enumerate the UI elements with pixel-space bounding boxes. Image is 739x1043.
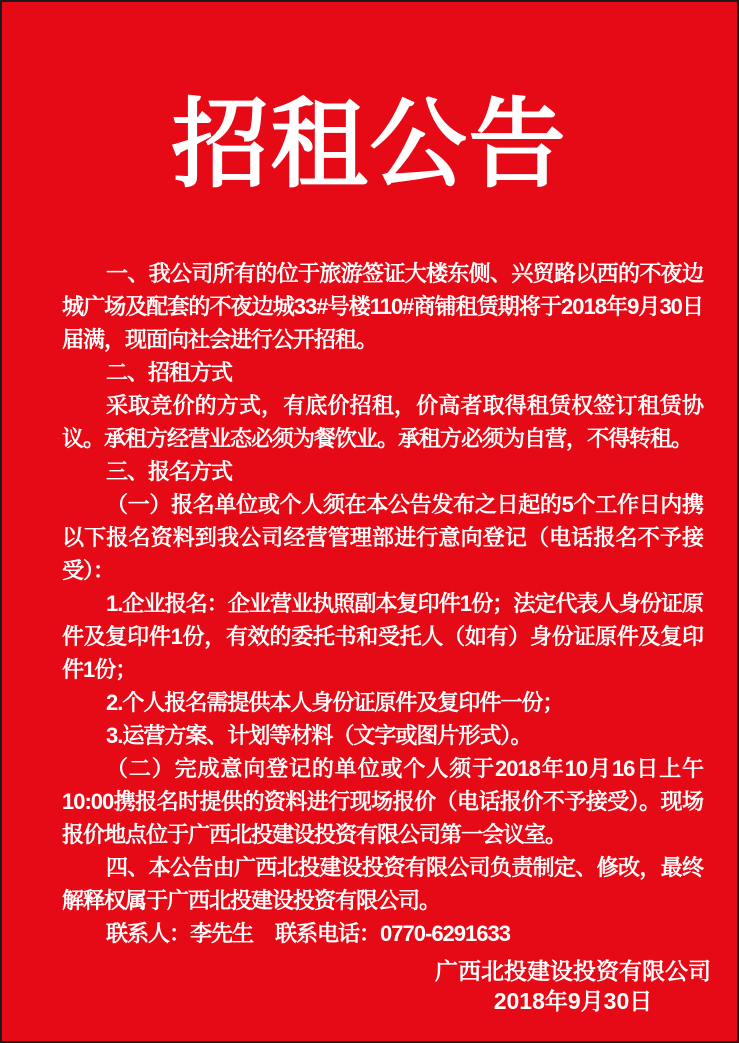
paragraph-operation-plan: 3.运营方案、计划等材料（文字或图片形式）。 xyxy=(106,723,532,748)
paragraph-final-interpretation: 四、本公告由广西北投建设投资有限公司负责制定、修改，最终解释权属于广西北投建设投资有限公司。 xyxy=(62,855,703,913)
paragraph-registration-intro: （一）报名单位或个人须在本公告发布之日起的5个工作日内携以下报名资料到我公司经营管理部进行意向登记（电话报名不予接受）： xyxy=(62,492,703,583)
contact-person-name: 李先生 xyxy=(190,921,254,946)
signature-date: 2018年9月30日 xyxy=(493,988,653,1014)
signature-inner xyxy=(435,956,711,1016)
paragraph-onsite-bidding: （二）完成意向登记的单位或个人须于2018年10月16日上午10:00携报名时提供的资料进行现场报价（电话报价不予接受）。现场报价地点位于广西北投建设投资有限公司第一会议室。 xyxy=(62,756,703,847)
signature-company: 广西北投建设投资有限公司 xyxy=(435,958,711,984)
paragraph-enterprise-registration: 1.企业报名：企业营业执照副本复印件1份；法定代表人身份证原件及复印件1份，有效的委托书和受托人（如有）身份证原件及复印件1份； xyxy=(62,591,703,682)
paragraph-rental-method: 采取竞价的方式，有底价招租，价高者取得租赁权签订租赁协议。承租方经营业态必须为餐饮业。承租方必须为自营，不得转租。 xyxy=(62,393,703,451)
paragraph-intro: 一、我公司所有的位于旅游签证大楼东侧、兴贸路以西的不夜边城广场及配套的不夜边城33#号楼110#商铺租赁期将于2018年9月30日届满，现面向社会进行公开招租。 xyxy=(62,261,703,352)
contact-line xyxy=(62,917,703,950)
contact-phone-label: 联系电话： xyxy=(275,921,381,946)
heading-registration: 三、报名方式 xyxy=(106,459,233,484)
heading-rental-method: 二、招租方式 xyxy=(106,360,233,385)
contact-phone-number: 0770-6291633 xyxy=(380,921,510,946)
signature-block xyxy=(2,956,737,1016)
paragraph-individual-registration: 2.个人报名需提供本人身份证原件及复印件一份； xyxy=(106,690,564,715)
poster-title: 招租公告 xyxy=(171,92,568,199)
contact-person-label: 联系人： xyxy=(106,921,191,946)
announcement-body xyxy=(2,257,737,950)
